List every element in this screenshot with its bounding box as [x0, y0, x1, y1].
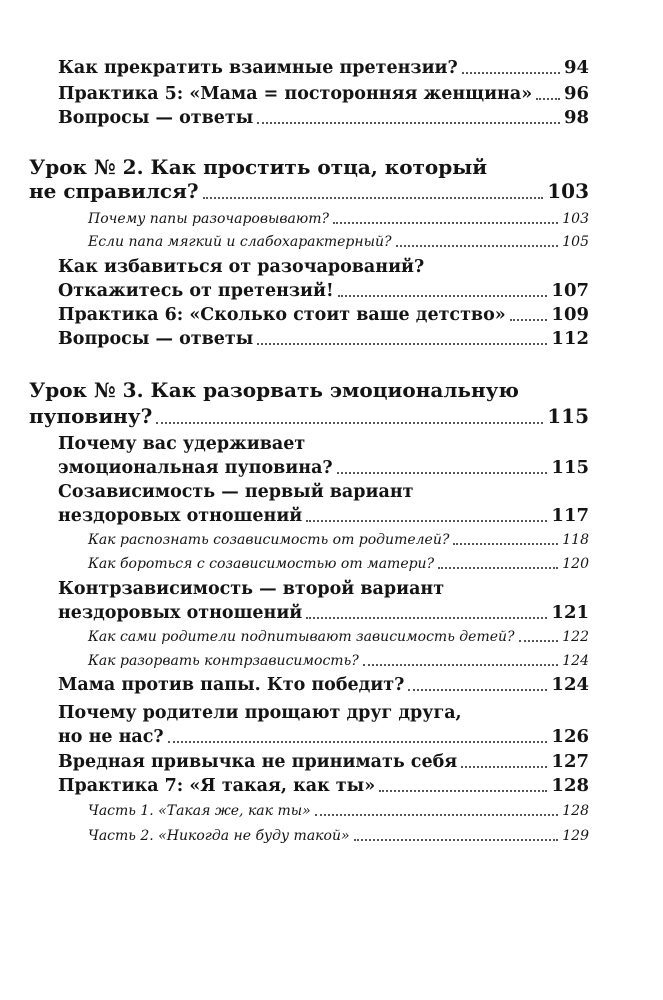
dot-leader [453, 543, 558, 545]
toc-page-number: 128 [551, 775, 589, 796]
dot-leader [306, 520, 547, 522]
toc-page-number: 103 [547, 179, 589, 203]
toc-entry-title: Как сами родители подпитывают зависимость детей? [88, 629, 515, 645]
toc-entry-line: Созависимость — первый вариант [58, 482, 414, 502]
toc-entry [58, 774, 589, 798]
toc-page-number: 128 [562, 803, 589, 819]
dot-leader [438, 567, 558, 569]
toc-page-number: 118 [562, 532, 589, 548]
toc-entry-title: Откажитесь от претензий! [58, 281, 334, 301]
toc-entry [58, 327, 589, 351]
dot-leader [338, 295, 548, 297]
dot-leader [333, 222, 558, 224]
dot-leader [462, 72, 560, 74]
toc-entry [58, 725, 589, 749]
toc-page-number: 121 [551, 602, 589, 623]
toc-page-number: 120 [562, 556, 589, 572]
toc-page-number: 124 [562, 653, 589, 669]
toc-entry-title: Практика 7: «Я такая, как ты» [58, 776, 376, 796]
toc-entry [58, 601, 589, 625]
toc-entry-title: Часть 2. «Никогда не буду такой» [88, 828, 350, 844]
dot-leader [306, 617, 547, 619]
toc-page-number: 115 [551, 457, 589, 478]
dot-leader [408, 689, 547, 691]
dot-leader [156, 422, 543, 424]
toc-entry-line: Почему вас удерживает [58, 434, 306, 454]
toc-subentry [88, 626, 589, 648]
toc-page-number: 109 [551, 304, 589, 325]
toc-entry-title: нездоровых отношений [58, 506, 303, 526]
toc-subentry [88, 529, 589, 551]
toc-entry [58, 750, 589, 774]
toc-page-number: 107 [551, 280, 589, 301]
toc-entry-title: пуповину? [29, 404, 153, 428]
toc-lesson-entry [29, 402, 589, 430]
toc-page-number: 112 [551, 328, 589, 349]
dot-leader [363, 664, 559, 666]
toc-entry-title: Практика 5: «Мама = посторонняя женщина» [58, 84, 533, 104]
toc-entry-line: Как избавиться от разочарований? [58, 257, 425, 277]
toc-page-number: 115 [547, 404, 589, 428]
lesson-heading-line: Урок № 3. Как разорвать эмоциональную [29, 378, 519, 402]
dot-leader [257, 343, 547, 345]
toc-entry-title: не справился? [29, 179, 199, 203]
toc-entry [58, 504, 589, 528]
toc-entry-title: Вопросы — ответы [58, 108, 254, 128]
dot-leader [168, 741, 548, 743]
toc-subentry [88, 825, 589, 847]
toc-page-number: 124 [551, 674, 589, 695]
toc-entry-title: эмоциональная пуповина? [58, 458, 333, 478]
toc-entry-title: Если папа мягкий и слабохарактерный? [88, 234, 392, 250]
toc-page-number: 117 [551, 505, 589, 526]
dot-leader [354, 839, 559, 841]
toc-entry-title: Часть 1. «Такая же, как ты» [88, 803, 311, 819]
toc-entry-title: нездоровых отношений [58, 603, 303, 623]
dot-leader [203, 197, 544, 199]
toc-entry [58, 279, 589, 303]
toc-entry [58, 56, 589, 80]
toc-entry [58, 303, 589, 327]
toc-entry [58, 82, 589, 106]
toc-entry-title: но не нас? [58, 727, 164, 747]
dot-leader [461, 766, 547, 768]
toc-entry-title: Вопросы — ответы [58, 329, 254, 349]
dot-leader [536, 98, 560, 100]
toc-entry-line: Контрзависимость — второй вариант [58, 579, 445, 599]
toc-entry-title: Почему папы разочаровывают? [88, 211, 330, 227]
toc-subentry [88, 553, 589, 575]
toc-page-number: 94 [563, 57, 589, 78]
toc-page-number: 127 [551, 751, 589, 772]
toc-page-number: 105 [562, 234, 589, 250]
toc-subentry [88, 231, 589, 253]
dot-leader [396, 245, 559, 247]
toc-subentry [88, 208, 589, 230]
dot-leader [315, 814, 559, 816]
toc-entry-title: Мама против папы. Кто победит? [58, 675, 405, 695]
toc-entry-title: Как бороться с созависимостью от матери? [88, 556, 435, 572]
dot-leader [337, 472, 548, 474]
toc-entry-title: Как разорвать контрзависимость? [88, 653, 359, 669]
dot-leader [519, 640, 559, 642]
toc-entry-title: Практика 6: «Сколько стоит ваше детство» [58, 305, 506, 325]
toc-page-number: 103 [562, 211, 589, 227]
toc-subentry [88, 800, 589, 822]
dot-leader [379, 790, 547, 792]
dot-leader [257, 122, 560, 124]
toc-subentry [88, 650, 589, 672]
toc-entry-title: Как распознать созависимость от родителей? [88, 532, 450, 548]
toc-page-number: 129 [562, 828, 589, 844]
toc-entry-title: Как прекратить взаимные претензии? [58, 58, 458, 78]
toc-lesson-entry [29, 177, 589, 205]
toc-entry [58, 456, 589, 480]
toc-entry [58, 106, 589, 130]
toc-page-number: 98 [563, 107, 589, 128]
toc-entry-line: Почему родители прощают друг друга, [58, 703, 462, 723]
toc-page-number: 122 [562, 629, 589, 645]
toc-page-number: 126 [551, 726, 589, 747]
toc-entry-title: Вредная привычка не принимать себя [58, 752, 458, 772]
lesson-heading-line: Урок № 2. Как простить отца, который [29, 155, 488, 179]
toc-page-number: 96 [563, 83, 589, 104]
toc-entry [58, 673, 589, 697]
dot-leader [510, 319, 548, 321]
